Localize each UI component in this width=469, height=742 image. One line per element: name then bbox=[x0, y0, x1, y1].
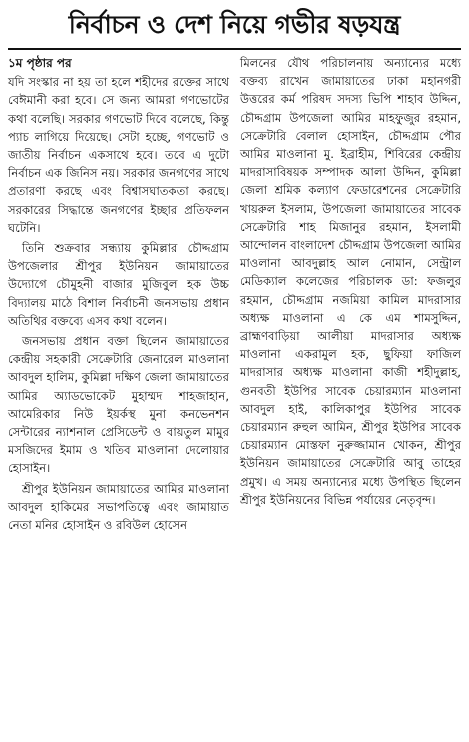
paragraph: তিনি শুক্রবার সন্ধ্যায় কুমিল্লার চৌদ্দগ্রাম উপজেলার শ্রীপুর ইউনিয়ন জামায়াতের উদ্যোগে চৌমুহনী বাজার মুজিবুল হক উচ্চ বিদ্যালয় মাঠে বিশাল নির্বাচনী জনসভায় প্রধান অতিথির বক্তব্যে এসব কথা বলেন। bbox=[8, 241, 229, 328]
paragraph: যদি সংস্কার না হয় তা হলে শহীদের রক্তের সাথে বেঈমানী করা হবে। সে জন্য আমরা গণভোটের কথা বলেছি। সরকার গণভোট দিবে বলেছে, কিন্তু প্যাচ লাগিয়ে দিয়েছে। সেটা হচ্ছে, গণভোট ও জাতীয় নির্বাচন একসাথে হবে। তবে এ দুটো নির্বাচন এক জিনিস নয়। সরকার জনগণের সাথে প্রতারণা করছে এবং বিশ্বাসঘাতকতা করছে। সরকারের সিদ্ধান্তে জনগণের ইচ্ছার প্রতিফলন ঘটেনি। bbox=[8, 75, 229, 235]
continued-from-label: ১ম পৃষ্ঠার পর bbox=[8, 56, 72, 70]
left-column bbox=[8, 54, 229, 536]
headline-rule bbox=[8, 48, 461, 50]
article-body bbox=[8, 54, 461, 536]
paragraph: জনসভায় প্রধান বক্তা ছিলেন জামায়াতের কেন্দ্রীয় সহকারী সেক্রেটারি জেনারেল মাওলানা আবদুল হালিম, কুমিল্লা দক্ষিণ জেলা জামায়াতের আমির অ্যাডভোকেট মুহাম্মদ শাহজাহান, আমেরিকার নিউ ইয়র্কস্থ মুনা কনভেনশন সেন্টারের ন্যাশনাল প্রেসিডেন্ট ও বায়তুল মামুর মসজিদের ইমাম ও খতিব মাওলানা দেলোয়ার হোসাইন। bbox=[8, 334, 229, 476]
paragraph: শ্রীপুর ইউনিয়ন জামায়াতের আমির মাওলানা আবদুল হাকিমের সভাপতিত্বে এবং জামায়াত নেতা মনির হোসাইন ও রবিউল হোসেন bbox=[8, 481, 229, 533]
right-column bbox=[240, 54, 461, 536]
paragraph: মিলনের যৌথ পরিচালনায় অন্যান্যের মধ্যে বক্তব্য রাখেন জামায়াতের ঢাকা মহানগরী উত্তরের কর্ম পরিষদ সদস্য ভিপি শাহাব উদ্দিন, চৌদ্দগ্রাম উপজেলা আমির মাহফুজুর রহমান, সেক্রেটারি বেলাল হোসাইন, চৌদ্দগ্রাম পৌর আমির মাওলানা মু. ইব্রাহীম, শিবিরের কেন্দ্রীয় মাদরাসাবিষয়ক সম্পাদক আলা উদ্দিন, কুমিল্লা জেলা শ্রমিক কল্যাণ ফেডারেশনের সেক্রেটারি খায়রুল ইসলাম, উপজেলা জামায়াতের সাবেক সেক্রেটারি শাহ মিজানুর রহমান, ইসলামী আন্দোলন বাংলাদেশ চৌদ্দগ্রাম উপজেলা আমির মাওলানা আবদুল্লাহ আল নোমান, সেন্ট্রাল মেডিক্যাল কলেজের পরিচালক ডা: ফজলুর রহমান, চৌদ্দগ্রাম নজমিয়া কামিল মাদরাসার অধ্যক্ষ মাওলানা এ কে এম শামসুদ্দিন, ব্রাহ্মণবাড়িয়া আলীয়া মাদরাসার অধ্যক্ষ মাওলানা একরামুল হক, ছুফিয়া ফাজিল মাদরাসার অধ্যক্ষ মাওলানা কাজী শহীদুল্লাহ, গুনবতী ইউপির সাবেক চেয়ারম্যান মাওলানা আবদুল হাই, কালিকাপুর ইউপির সাবেক চেয়ারম্যান রুহুল আমিন, শ্রীপুর ইউপির সাবেক চেয়ারম্যান মোস্তফা নুরুজ্জামান খোকন, শ্রীপুর ইউনিয়ন জামায়াতের সেক্রেটারি আবু তাহের প্রমুখ। এ সময় অন্যান্যের মধ্যে উপস্থিত ছিলেন শ্রীপুর ইউনিয়নের বিভিন্ন পর্যায়ের নেতৃবৃন্দ। bbox=[240, 56, 461, 507]
headline: নির্বাচন ও দেশ নিয়ে গভীর ষড়যন্ত্র bbox=[68, 10, 401, 39]
